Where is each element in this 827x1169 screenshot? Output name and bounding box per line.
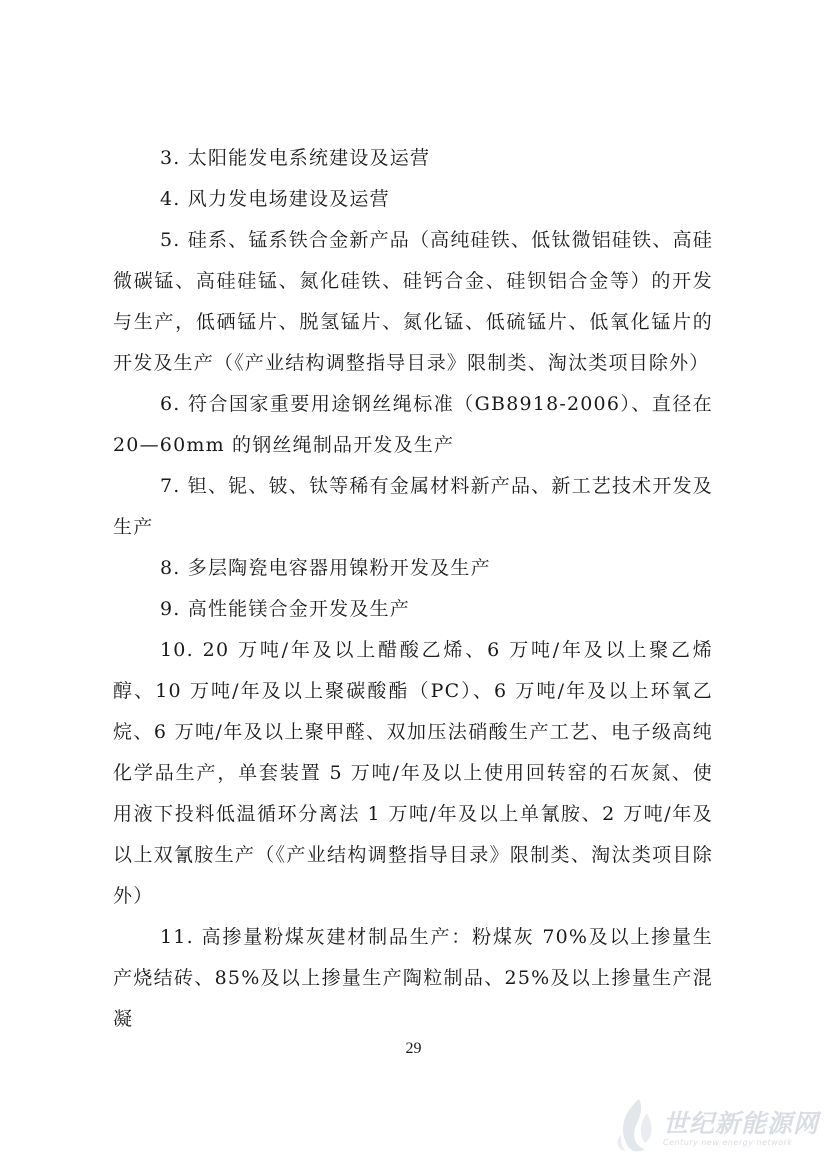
list-item-11: 11. 高掺量粉煤灰建材制品生产：粉煤灰 70%及以上掺量生产烧结砖、85%及以上掺量生产陶粒制品、25%及以上掺量生产混凝	[113, 926, 713, 1030]
watermark	[609, 1095, 819, 1155]
list-item-4: 4. 风力发电场建设及运营	[160, 188, 390, 210]
list-item-3: 3. 太阳能发电系统建设及运营	[160, 147, 431, 169]
page-number: 29	[405, 1040, 422, 1057]
list-item-5: 5. 硅系、锰系铁合金新产品（高纯硅铁、低钛微铝硅铁、高硅微碳锰、高硅硅锰、氮化硅铁、硅钙合金、硅钡铝合金等）的开发与生产，低硒锰片、脱氢锰片、氮化锰、低硫锰片、低氧化锰片的开发及生产（《产业结构调整指导目录》限制类、淘汰类项目除外）	[113, 229, 713, 374]
list-item-7: 7. 钽、铌、铍、钛等稀有金属材料新产品、新工艺技术开发及生产	[113, 475, 713, 538]
list-item-10: 10. 20 万吨/年及以上醋酸乙烯、6 万吨/年及以上聚乙烯醇、10 万吨/年及以上聚碳酸酯（PC）、6 万吨/年及以上环氧乙烷、6 万吨/年及以上聚甲醛、双加压法硝酸生产工艺、电子级高纯化学品生产，单套装置 5 万吨/年及以上使用回转窑的石灰氮、使用液下投料低温循环分离法 1 万吨/年及以上单氰胺、2 万吨/年及以上双氰胺生产（《产业结构调整指导目录》限制类、淘汰类项目除外）	[113, 639, 713, 907]
watermark-text-block	[663, 1104, 819, 1147]
list-item-8: 8. 多层陶瓷电容器用镍粉开发及生产	[160, 557, 491, 579]
flame-logo-icon	[609, 1095, 661, 1155]
list-item-6: 6. 符合国家重要用途钢丝绳标准（GB8918-2006）、直径在20—60mm 的钢丝绳制品开发及生产	[113, 393, 713, 456]
watermark-title: 世纪新能源网	[663, 1108, 820, 1138]
document-body	[113, 138, 713, 1040]
watermark-subtitle: Century new energy network	[663, 1137, 793, 1147]
list-item-9: 9. 高性能镁合金开发及生产	[160, 598, 410, 620]
